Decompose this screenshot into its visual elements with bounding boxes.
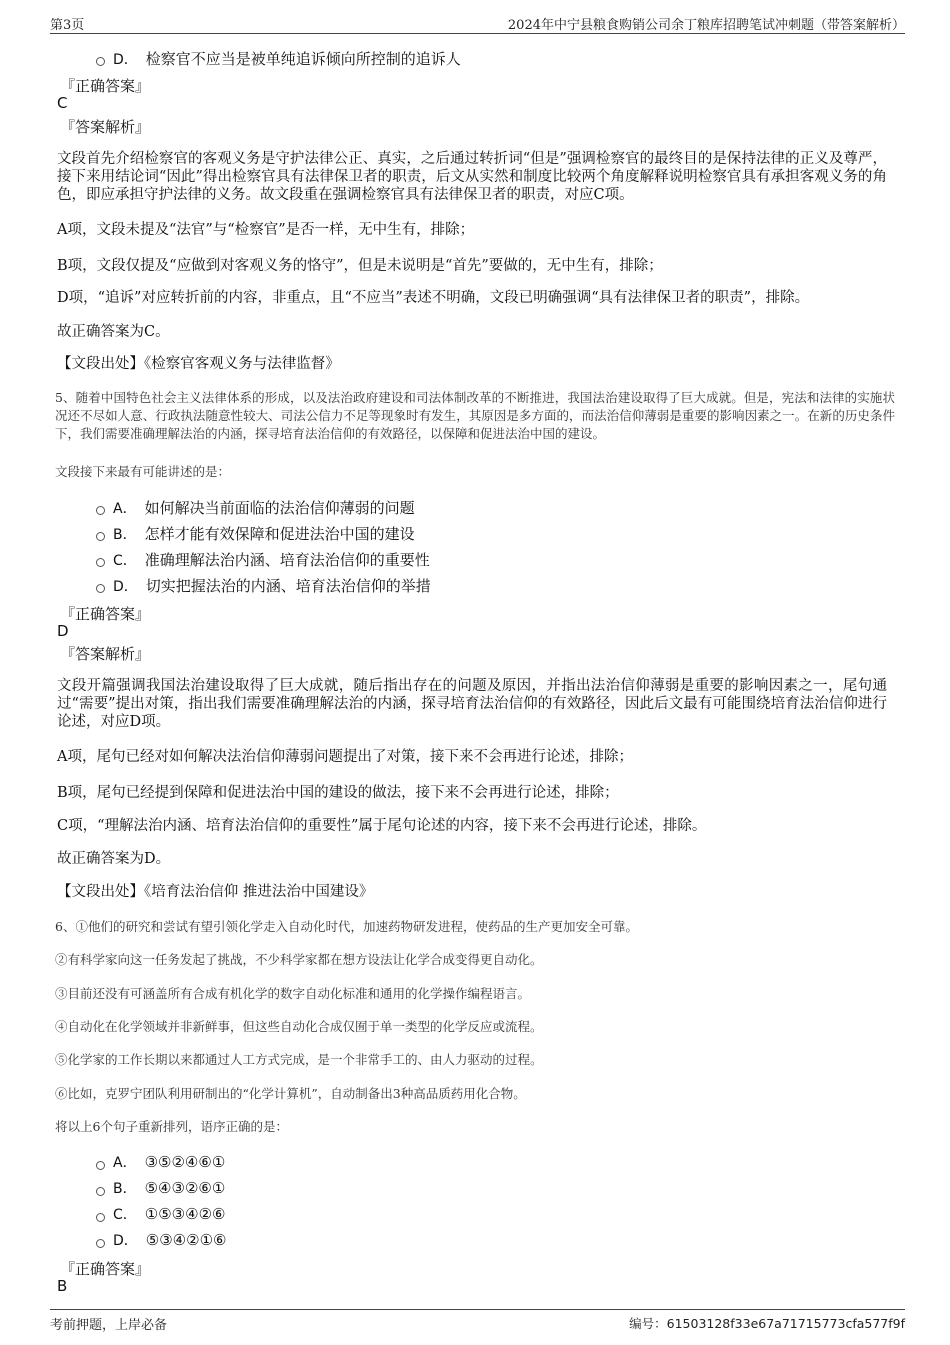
option-letter: C． xyxy=(113,1207,137,1223)
option-text: 怎样才能有效保障和促进法治中国的建设 xyxy=(144,525,415,543)
header-rule xyxy=(50,33,905,34)
q6-sentence-2: ②有科学家向这一任务发起了挑战，不少科学家都在想方设法让化学合成变得更自动化。 xyxy=(55,952,543,967)
option-text: ③⑤②④⑥① xyxy=(144,1153,226,1171)
option-letter: C． xyxy=(113,552,137,569)
q4-answer-label: 『正确答案』 xyxy=(60,77,151,95)
radio-icon[interactable] xyxy=(96,1187,105,1196)
option-text: ⑤③④②①⑥ xyxy=(145,1231,227,1249)
footer-id: 编号：61503128f33e67a71715773cfa577f9f xyxy=(629,1316,905,1331)
q4-line-a: A项，文段未提及“法官”与“检察官”是否一样，无中生有，排除； xyxy=(57,222,475,238)
q4-analysis: 文段首先介绍检察官的客观义务是守护法律公正、真实，之后通过转折词“但是”强调检察官的最终目的是保持法律的正义及尊严，接下来用结论词“因此”得出检察官具有法律保卫者的职责，后文从实然和制度比较两个角度解释说明检察官具有承担客观义务的角色，即应承担守护法律的义务。故文段重在强调检察官具有法律保卫者的职责，对应C项。 xyxy=(57,151,887,203)
q4-line-b: B项，文段仅提及“应做到对客观义务的恪守”，但是未说明是“首先”要做的，无中生有，排除； xyxy=(57,258,663,274)
option-text: 检察官不应当是被单纯追诉倾向所控制的追诉人 xyxy=(145,50,461,68)
option-text: 如何解决当前面临的法治信仰薄弱的问题 xyxy=(144,499,415,517)
footer-slogan: 考前押题，上岸必备 xyxy=(50,1318,168,1333)
footer-rule xyxy=(50,1309,905,1310)
q6-sentence-6: ⑥比如，克罗宁团队利用研制出的“化学计算机”，自动制备出3种高品质药用化合物。 xyxy=(55,1086,526,1101)
option-letter: D． xyxy=(113,51,138,68)
option-letter: D． xyxy=(113,578,138,595)
q5-answer: D xyxy=(57,622,69,640)
q5-option-c[interactable] xyxy=(96,549,430,570)
q6-prompt: 将以上6个句子重新排列，语序正确的是： xyxy=(55,1119,288,1134)
option-letter: A． xyxy=(113,1155,137,1171)
radio-icon[interactable] xyxy=(96,1161,105,1170)
q5-line-a: A项，尾句已经对如何解决法治信仰薄弱问题提出了对策，接下来不会再进行论述，排除； xyxy=(57,749,633,765)
q5-analysis: 文段开篇强调我国法治建设取得了巨大成就，随后指出存在的问题及原因，并指出法治信仰薄弱是重要的影响因素之一，尾句通过“需要”提出对策，指出我们需要准确理解法治的内涵，探寻培育法治信仰的有效路径，因此后文最有可能围绕培育法治信仰进行论述，对应D项。 xyxy=(57,678,887,730)
q6-sentence-1: 6、①他们的研究和尝试有望引领化学走入自动化时代，加速药物研发进程，使药品的生产更加安全可靠。 xyxy=(55,919,638,934)
radio-icon[interactable] xyxy=(96,1239,105,1248)
radio-icon[interactable] xyxy=(96,558,105,567)
q5-prompt: 文段接下来最有可能讲述的是： xyxy=(55,464,231,479)
option-letter: B． xyxy=(113,526,137,543)
radio-icon[interactable] xyxy=(96,57,105,66)
q4-conclusion: 故正确答案为C。 xyxy=(57,324,170,340)
q6-sentence-3: ③目前还没有可涵盖所有合成有机化学的数字自动化标准和通用的化学操作编程语言。 xyxy=(55,986,531,1001)
q4-answer: C xyxy=(57,94,68,112)
q5-option-a[interactable] xyxy=(96,497,415,518)
q5-source: 【文段出处】《培育法治信仰 推进法治中国建设》 xyxy=(57,884,374,900)
q6-option-c[interactable] xyxy=(96,1204,225,1224)
option-letter: D． xyxy=(113,1233,138,1249)
q5-stem: 5、随着中国特色社会主义法律体系的形成，以及法治政府建设和司法体制改革的不断推进，我国法治建设取得了巨大成就。但是，宪法和法律的实施状况还不尽如人意、行政执法随意性较大、司法公信力不足等现象时有发生，其原因是多方面的，而法治信仰薄弱是重要的影响因素之一。在新的历史条件下，我们需要准确理解法治的内涵，探寻培育法治信仰的有效路径，以保障和促进法治中国的建设。 xyxy=(55,390,895,441)
radio-icon[interactable] xyxy=(96,532,105,541)
option-text: ①⑤③④②⑥ xyxy=(144,1205,226,1223)
q5-line-c: C项，“理解法治内涵、培育法治信仰的重要性”属于尾句论述的内容，接下来不会再进行论述，排除。 xyxy=(57,818,707,834)
q5-option-b[interactable] xyxy=(96,523,415,544)
document-title: 2024年中宁县粮食购销公司余丁粮库招聘笔试冲刺题（带答案解析） xyxy=(507,18,905,33)
q5-conclusion: 故正确答案为D。 xyxy=(57,851,171,867)
q5-answer-label: 『正确答案』 xyxy=(60,605,151,623)
q4-option-d[interactable] xyxy=(96,48,461,69)
q6-answer: B xyxy=(57,1277,68,1295)
q6-sentence-4: ④自动化在化学领域并非新鲜事，但这些自动化合成仅囿于单一类型的化学反应或流程。 xyxy=(55,1019,543,1034)
q6-sentence-5: ⑤化学家的工作长期以来都通过人工方式完成，是一个非常手工的、由人力驱动的过程。 xyxy=(55,1052,543,1067)
radio-icon[interactable] xyxy=(96,584,105,593)
q6-option-a[interactable] xyxy=(96,1152,225,1172)
page-number: 第3页 xyxy=(50,18,85,33)
option-text: ⑤④③②⑥① xyxy=(144,1179,226,1197)
q6-answer-label: 『正确答案』 xyxy=(60,1260,151,1278)
option-letter: A． xyxy=(113,500,137,517)
option-letter: B． xyxy=(113,1181,137,1197)
q4-source: 【文段出处】《检察官客观义务与法律监督》 xyxy=(57,356,340,372)
q4-analysis-label: 『答案解析』 xyxy=(60,118,151,136)
q5-analysis-label: 『答案解析』 xyxy=(60,645,151,663)
q6-option-d[interactable] xyxy=(96,1230,226,1250)
radio-icon[interactable] xyxy=(96,506,105,515)
option-text: 准确理解法治内涵、培育法治信仰的重要性 xyxy=(144,551,430,569)
option-text: 切实把握法治的内涵、培育法治信仰的举措 xyxy=(145,577,431,595)
q4-line-d: D项，“追诉”对应转折前的内容，非重点，且“不应当”表述不明确，文段已明确强调“具有法律保卫者的职责”，排除。 xyxy=(57,290,810,306)
q5-option-d[interactable] xyxy=(96,575,431,596)
q6-option-b[interactable] xyxy=(96,1178,225,1198)
radio-icon[interactable] xyxy=(96,1213,105,1222)
q5-line-b: B项，尾句已经提到保障和促进法治中国的建设的做法，接下来不会再进行论述，排除； xyxy=(57,785,619,801)
